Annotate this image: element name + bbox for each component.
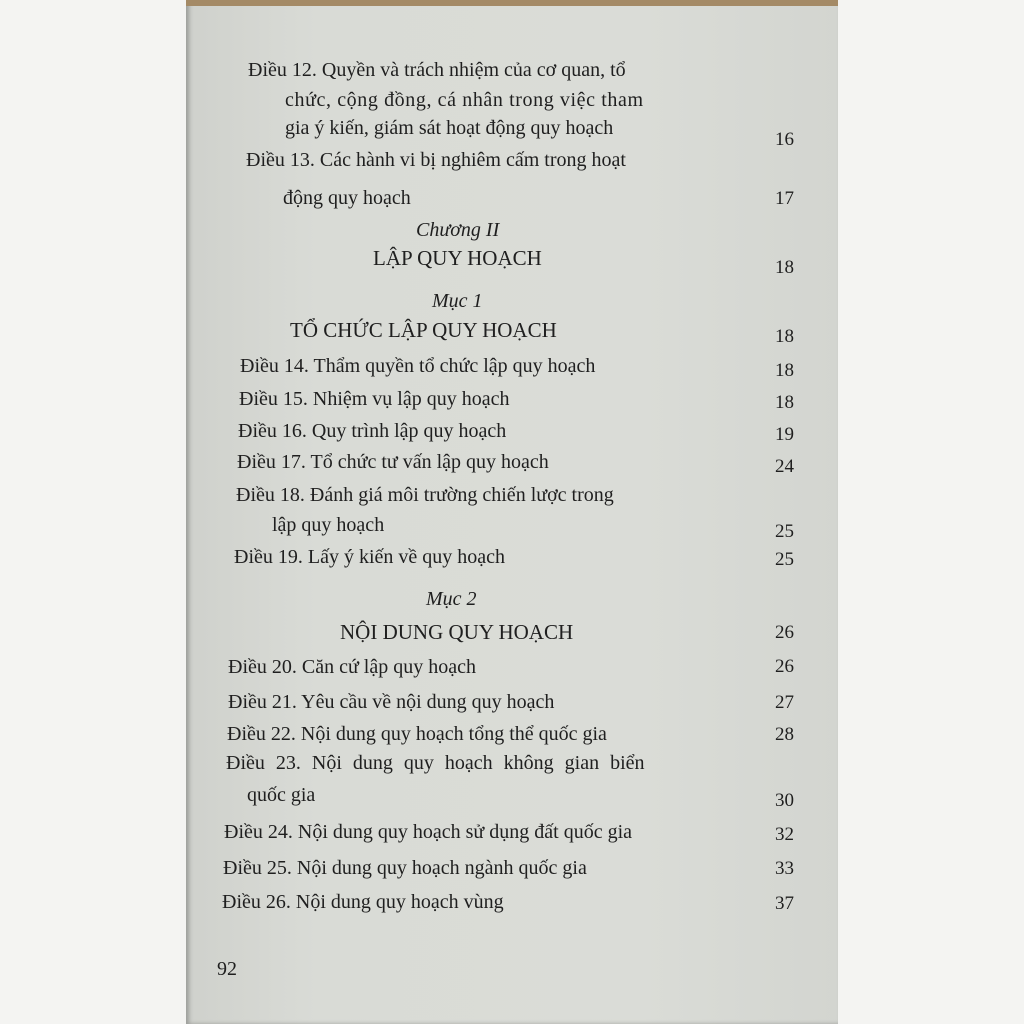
toc-page-number: 32 — [775, 824, 794, 845]
toc-entry-line: Điều 14. Thẩm quyền tổ chức lập quy hoạch — [240, 355, 596, 377]
toc-page-number: 25 — [775, 521, 794, 542]
toc-entry-line: quốc gia — [247, 784, 316, 806]
toc-page-number: 25 — [775, 549, 794, 570]
toc-entry-line: lập quy hoạch — [272, 514, 385, 536]
toc-page-number: 26 — [775, 656, 794, 677]
toc-entry-line: Điều 24. Nội dung quy hoạch sử dụng đất quốc gia — [224, 821, 632, 843]
toc-page-number: 28 — [775, 724, 794, 745]
toc-entry-line: Điều 23. Nội dung quy hoạch không gian biển — [226, 752, 645, 774]
page-number-footer: 92 — [217, 958, 237, 980]
toc-entry-line: Điều 19. Lấy ý kiến về quy hoạch — [234, 546, 506, 568]
section-label: Mục 1 — [432, 290, 483, 312]
toc-entry-line: chức, cộng đồng, cá nhân trong việc tham — [285, 89, 644, 111]
toc-page-number: 18 — [775, 360, 794, 381]
toc-entry-line: động quy hoạch — [283, 187, 411, 209]
toc-entry-line: Điều 12. Quyền và trách nhiệm của cơ quan, tổ — [248, 59, 626, 81]
toc-entry-line: Điều 17. Tổ chức tư vấn lập quy hoạch — [237, 451, 549, 473]
toc-entry-line: Điều 21. Yêu cầu về nội dung quy hoạch — [228, 691, 555, 713]
section-label: Mục 2 — [426, 588, 477, 610]
toc-entry-line: Điều 13. Các hành vi bị nghiêm cấm trong hoạt — [246, 149, 626, 171]
section-title: NỘI DUNG QUY HOẠCH — [340, 620, 574, 644]
chapter-label: Chương II — [416, 219, 500, 241]
toc-entry-line: Điều 18. Đánh giá môi trường chiến lược trong — [236, 484, 614, 506]
toc-page-number: 18 — [775, 257, 794, 278]
toc-entry-line: Điều 26. Nội dung quy hoạch vùng — [222, 891, 504, 913]
toc-entry-line: Điều 16. Quy trình lập quy hoạch — [238, 420, 507, 442]
page-top-edge — [186, 0, 838, 6]
toc-page-number: 26 — [775, 622, 794, 643]
toc-page-number: 19 — [775, 424, 794, 445]
toc-page-number: 33 — [775, 858, 794, 879]
toc-page-number: 24 — [775, 456, 794, 477]
toc-entry-line: Điều 20. Căn cứ lập quy hoạch — [228, 656, 476, 678]
toc-page-number: 16 — [775, 129, 794, 150]
toc-entry-line: gia ý kiến, giám sát hoạt động quy hoạch — [285, 117, 614, 139]
toc-entry-line: Điều 15. Nhiệm vụ lập quy hoạch — [239, 388, 510, 410]
toc-page-number: 30 — [775, 790, 794, 811]
toc-page-number: 17 — [775, 188, 794, 209]
toc-page-number: 18 — [775, 326, 794, 347]
toc-page-number: 18 — [775, 392, 794, 413]
toc-page-number: 37 — [775, 893, 794, 914]
toc-page-number: 27 — [775, 692, 794, 713]
section-title: TỔ CHỨC LẬP QUY HOẠCH — [290, 318, 557, 342]
toc-entry-line: Điều 22. Nội dung quy hoạch tổng thể quốc gia — [227, 723, 607, 745]
toc-entry-line: Điều 25. Nội dung quy hoạch ngành quốc gia — [223, 857, 587, 879]
chapter-title: LẬP QUY HOẠCH — [373, 246, 542, 270]
